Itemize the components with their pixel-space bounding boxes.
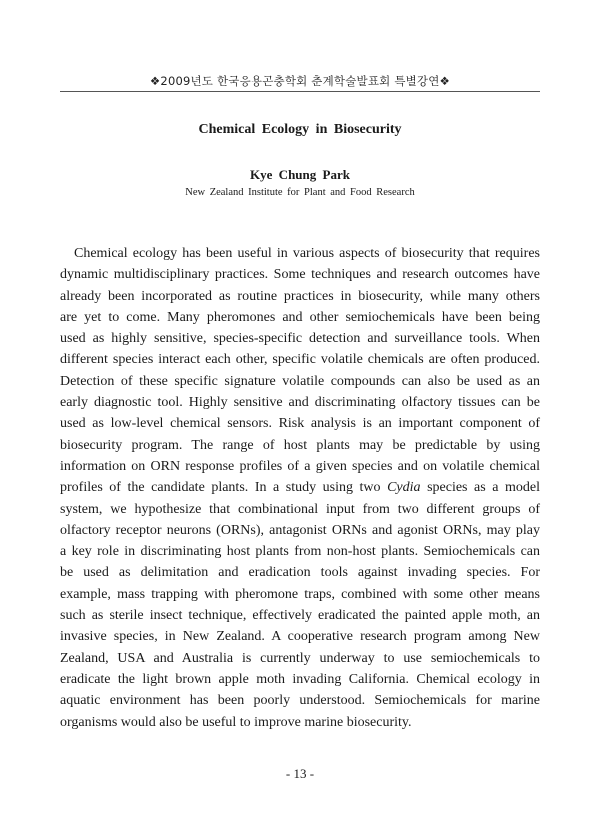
abstract-line: a key role in discriminating host plants from non-host plants. Semiochemicals can [60, 544, 540, 560]
author-affiliation: New Zealand Institute for Plant and Food Research [185, 187, 415, 198]
abstract-line: used as low-level chemical sensors. Risk analysis is an important component of [60, 416, 540, 432]
paper-title: Chemical Ecology in Biosecurity [198, 122, 402, 137]
abstract-line: be used as delimitation and eradication tools against invading species. For [60, 565, 540, 581]
abstract-line: Detection of these specific signature volatile compounds can also be used as an [60, 373, 540, 389]
abstract-line: organisms would also be useful to improve marine biosecurity. [60, 714, 412, 730]
abstract-line: eradicate the light brown apple moth invading California. Chemical ecology in [60, 671, 540, 687]
abstract-line: biosecurity program. The range of host plants may be predictable by using [60, 437, 540, 453]
abstract-line: aquatic environment has been poorly understood. Semiochemicals for marine [60, 693, 540, 709]
abstract-line: different species interact each other, specific volatile chemicals are often produced. [60, 352, 540, 368]
abstract-line: Chemical ecology has been useful in various aspects of biosecurity that requires [74, 246, 540, 261]
abstract-line: such as sterile insect technique, effectively eradicated the painted apple moth, an [60, 608, 540, 624]
page-number: - 13 - [285, 766, 315, 781]
abstract-body [60, 243, 540, 733]
abstract-line: profiles of the candidate plants. In a study using two Cydia species as a model [60, 480, 540, 496]
author-name: Kye Chung Park [250, 167, 350, 182]
abstract-line: dynamic multidisciplinary practices. Some techniques and research outcomes have [60, 267, 540, 283]
abstract-line: olfactory receptor neurons (ORNs), antagonist ORNs and agonist ORNs, may play [60, 522, 540, 538]
header-rule [60, 91, 540, 92]
abstract-line: Zealand, USA and Australia is currently underway to use semiochemicals to [60, 650, 540, 666]
abstract-line: invasive species, in New Zealand. A cooperative research program among New [60, 629, 540, 645]
abstract-line: information on ORN response profiles of a given species and on volatile chemical [60, 458, 540, 474]
abstract-line: early diagnostic tool. Highly sensitive and discriminating olfactory tissues can be [60, 395, 540, 411]
abstract-line: are yet to come. Many pheromones and other semiochemicals have been being [60, 309, 540, 325]
abstract-line: example, mass trapping with pheromone traps, combined with some other means [60, 586, 540, 602]
abstract-line: used as highly sensitive, species-specific detection and surveillance tools. When [60, 331, 540, 347]
running-header: ❖2009년도 한국응용곤충학회 춘계학술발표회 특별강연❖ [149, 74, 451, 88]
abstract-line: already been incorporated as routine practices in biosecurity, while many others [60, 288, 540, 304]
abstract-line: system, we hypothesize that combinational input from two different groups of [60, 501, 540, 517]
